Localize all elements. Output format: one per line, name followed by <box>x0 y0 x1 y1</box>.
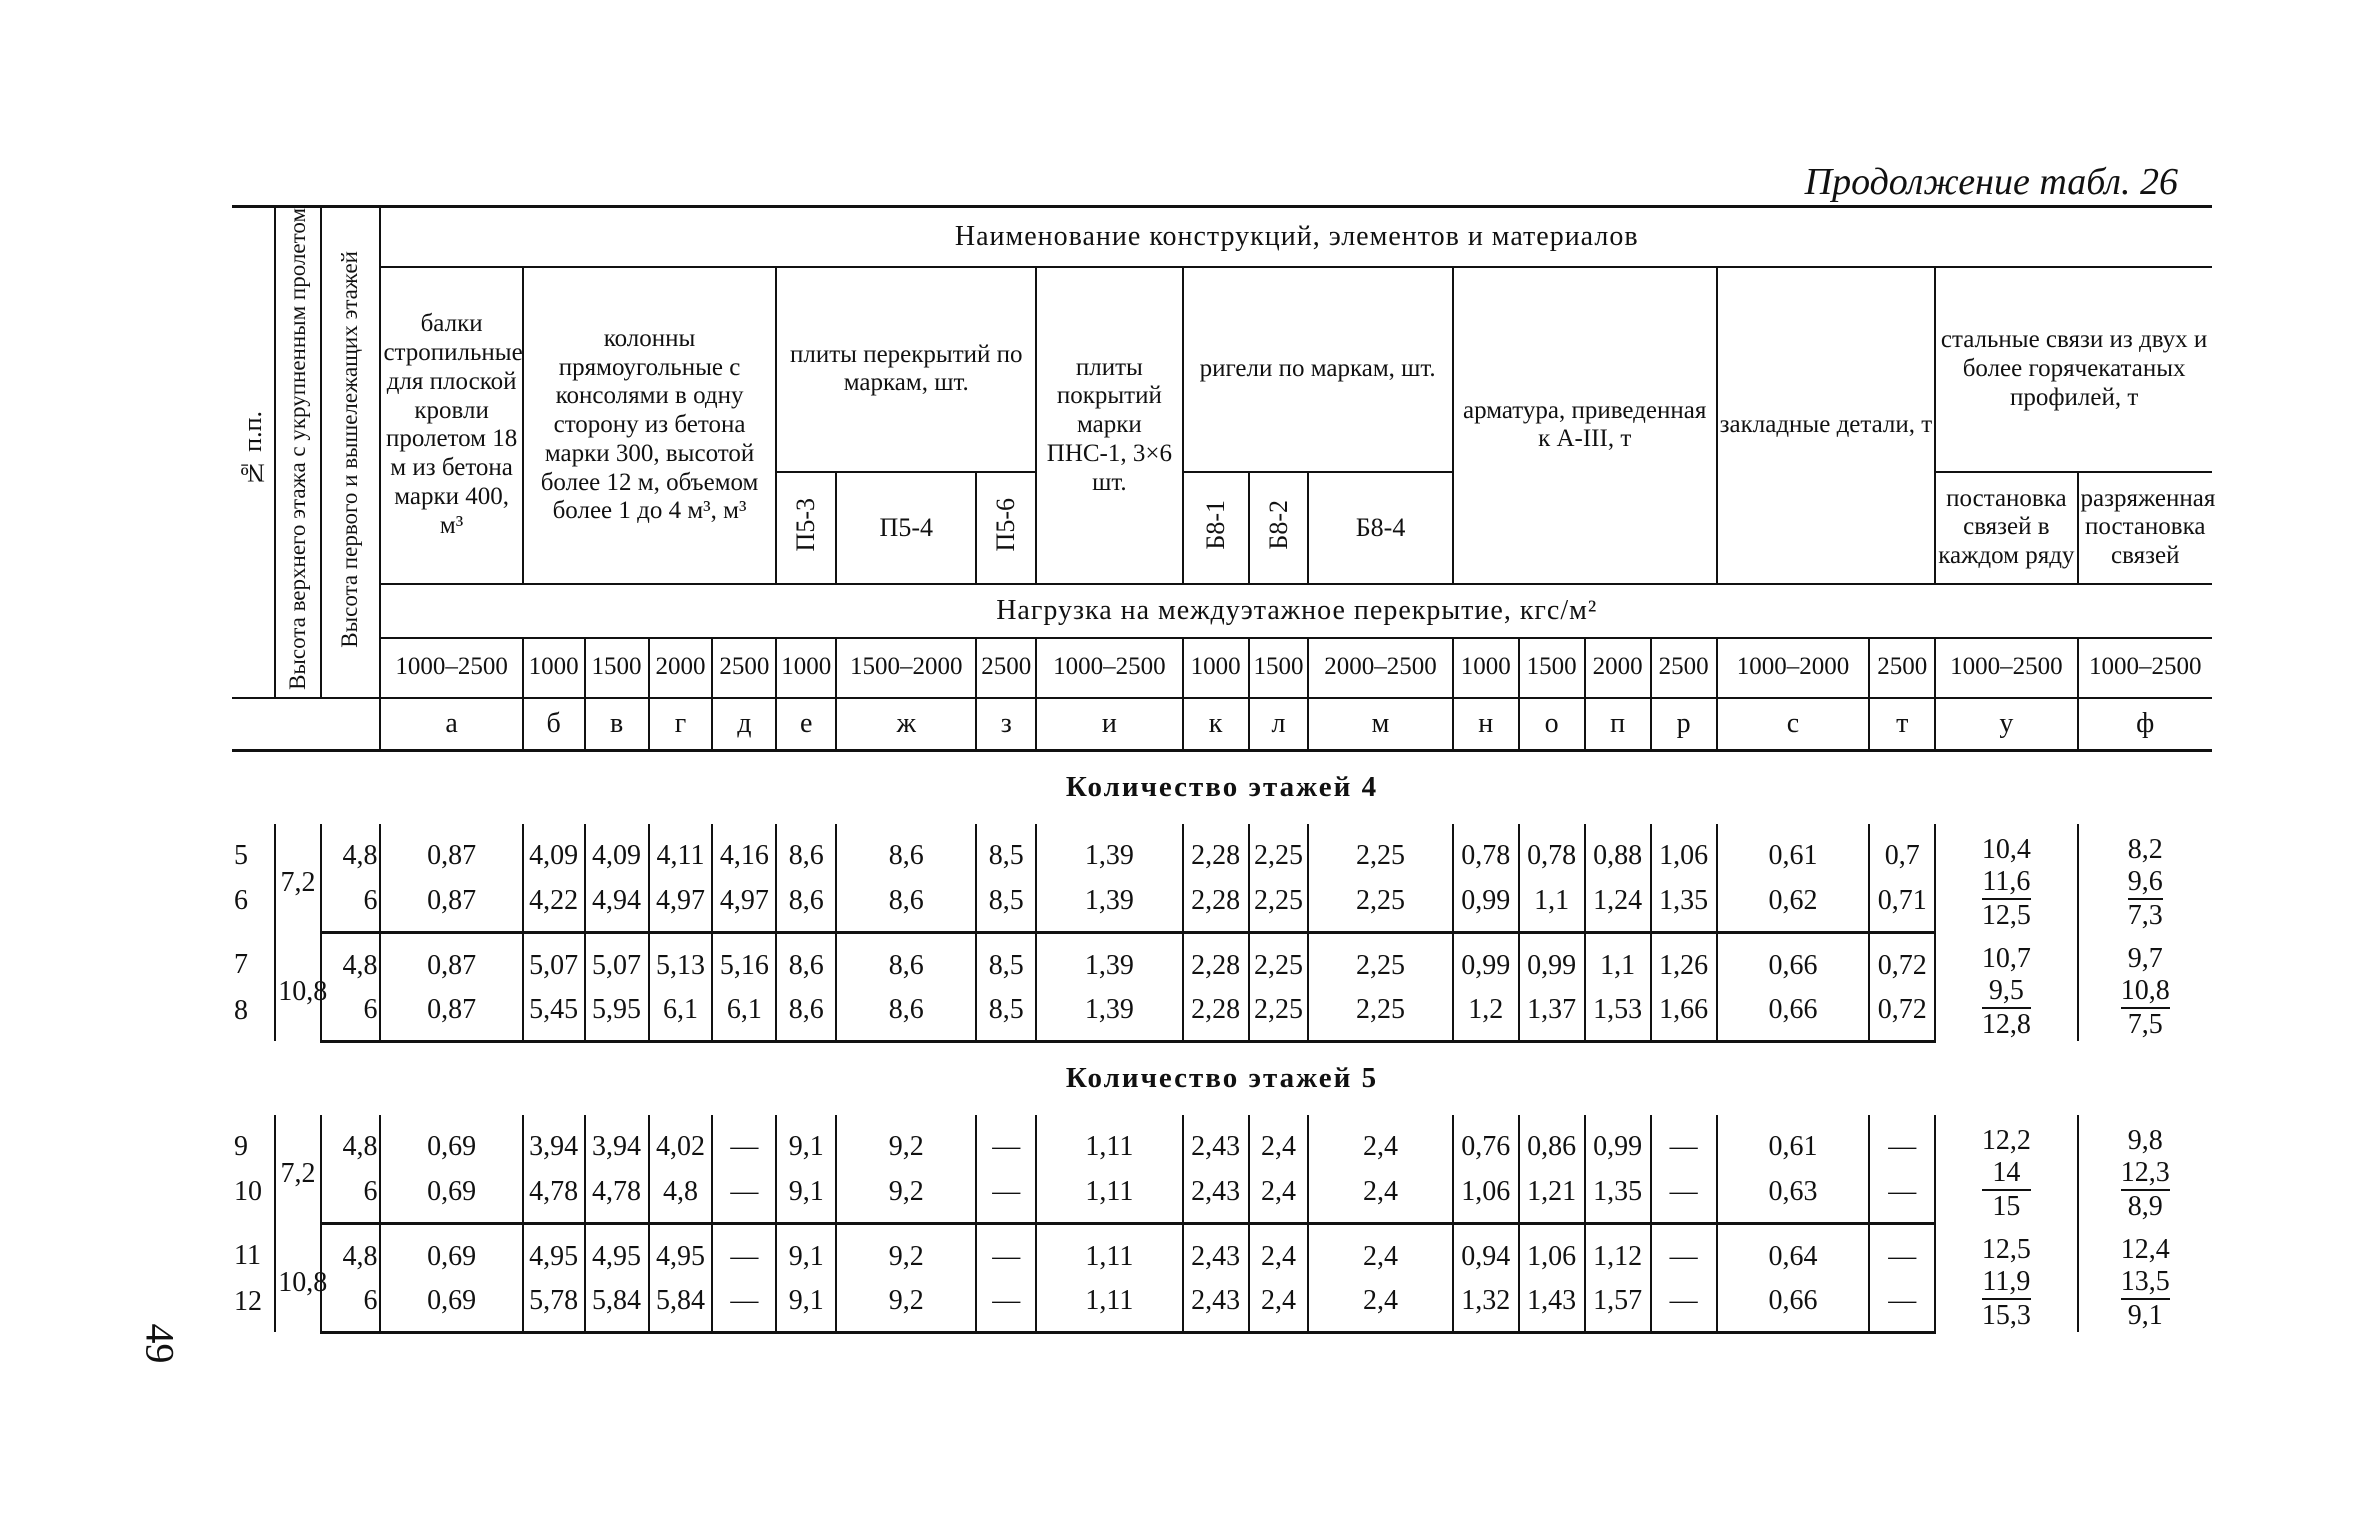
cell-value: 4,09 <box>585 824 649 879</box>
cell-value: — <box>712 1169 776 1223</box>
tie-value: 7,3 <box>2127 900 2163 932</box>
cell-value: — <box>1869 1115 1935 1170</box>
floor-height: 6 <box>321 878 381 932</box>
top-floor-height: 7,2 <box>275 824 320 933</box>
cell-value: 1,11 <box>1036 1115 1182 1170</box>
tie-value: 8,9 <box>2127 1191 2163 1223</box>
cell-value: 0,76 <box>1453 1115 1519 1170</box>
cell-value: 9,1 <box>776 1223 836 1279</box>
ties-each-row-values <box>1935 1115 2077 1224</box>
section-title-row <box>232 750 2212 824</box>
cell-value: 4,8 <box>649 1169 713 1223</box>
cell-value: — <box>976 1223 1036 1279</box>
cell-value: 2,25 <box>1249 824 1309 879</box>
cell-value: 8,6 <box>776 932 836 988</box>
cell-value: 2,25 <box>1308 932 1452 988</box>
cell-value: 3,94 <box>523 1115 585 1170</box>
row-number: 6 <box>234 885 248 917</box>
cell-value: 0,64 <box>1717 1223 1870 1279</box>
cell-value: 1,37 <box>1519 988 1585 1042</box>
cell-value: 4,95 <box>523 1223 585 1279</box>
cell-value: 1,26 <box>1651 932 1717 988</box>
data-table <box>232 205 2216 1334</box>
letter-f: ф <box>2078 698 2213 751</box>
header-top-floor-height: Высота верхнего этажа с укрупненным пролетом <box>275 207 320 698</box>
letter-a: а <box>380 698 522 751</box>
tie-value: 15,3 <box>1981 1300 2031 1332</box>
cell-value: 5,07 <box>523 932 585 988</box>
cell-value: 0,99 <box>1453 932 1519 988</box>
cell-value: — <box>976 1115 1036 1170</box>
cell-value: 0,69 <box>380 1223 522 1279</box>
section-title: Количество этажей 5 <box>1065 1062 1379 1095</box>
cell-value: 2,28 <box>1183 824 1249 879</box>
letter-s: с <box>1717 698 1870 751</box>
cell-value: 1,43 <box>1519 1279 1585 1333</box>
cell-value: 0,61 <box>1717 824 1870 879</box>
cell-value: 2,43 <box>1183 1169 1249 1223</box>
cell-value: 9,2 <box>836 1223 976 1279</box>
cell-value: 2,28 <box>1183 932 1249 988</box>
cell-value: 1,39 <box>1036 988 1182 1042</box>
cell-value: 0,88 <box>1585 824 1651 879</box>
header-b8-2: Б8-2 <box>1249 472 1309 584</box>
tie-value: 12,8 <box>1981 1008 2031 1040</box>
table-body <box>232 750 2212 1332</box>
cell-value: 1,66 <box>1651 988 1717 1042</box>
cell-value: 5,13 <box>649 932 713 988</box>
header-embedded: закладные детали, т <box>1717 267 1936 584</box>
cell-value: 0,87 <box>380 932 522 988</box>
page-number: 49 <box>137 1323 183 1364</box>
letter-v: в <box>585 698 649 751</box>
cell-value: 0,72 <box>1869 988 1935 1042</box>
cell-value: 4,09 <box>523 824 585 879</box>
table-header <box>232 207 2216 751</box>
load-d: 2500 <box>712 638 776 698</box>
header-lower-floor-height: Высота первого и вышележащих этажей <box>321 207 381 698</box>
cell-value: 2,25 <box>1249 932 1309 988</box>
cell-value: 2,4 <box>1308 1169 1452 1223</box>
cell-value: 1,39 <box>1036 932 1182 988</box>
cell-value: 9,2 <box>836 1279 976 1333</box>
header-p5-6: П5-6 <box>976 472 1036 584</box>
cell-value: 8,5 <box>976 932 1036 988</box>
cell-value: 1,11 <box>1036 1279 1182 1333</box>
load-t: 2500 <box>1869 638 1935 698</box>
table-row <box>232 1279 2212 1333</box>
cell-value: 8,6 <box>776 988 836 1042</box>
cell-value: 1,21 <box>1519 1169 1585 1223</box>
tie-value: 9,8 <box>2127 1124 2163 1156</box>
table-row <box>232 824 2212 879</box>
cell-value: 1,11 <box>1036 1223 1182 1279</box>
cell-value: 5,84 <box>585 1279 649 1333</box>
row-number: 5 <box>234 839 248 871</box>
cell-value: — <box>976 1169 1036 1223</box>
header-cover-slabs: плиты покрытий марки ПНС-1, 3×6 шт. <box>1036 267 1182 584</box>
cell-value: 4,16 <box>712 824 776 879</box>
header-p5-3: П5-3 <box>776 472 836 584</box>
load-n: 1000 <box>1453 638 1519 698</box>
load-e: 1000 <box>776 638 836 698</box>
floor-height: 6 <box>321 1279 381 1333</box>
cell-value: 9,2 <box>836 1115 976 1170</box>
cell-value: 0,87 <box>380 988 522 1042</box>
load-p: 2000 <box>1585 638 1651 698</box>
table-caption: Продолжение табл. 26 <box>1804 161 2178 203</box>
ties-sparse-values <box>2078 824 2213 933</box>
letter-l: л <box>1249 698 1309 751</box>
letter-b: б <box>523 698 585 751</box>
header-b8-4: Б8-4 <box>1308 472 1452 584</box>
cell-value: 6,1 <box>649 988 713 1042</box>
header-row-number: № п.п. <box>232 207 275 698</box>
cell-value: 4,22 <box>523 878 585 932</box>
ties-each-row-values <box>1935 824 2077 933</box>
cell-value: 2,4 <box>1308 1223 1452 1279</box>
load-f: 1000–2500 <box>2078 638 2213 698</box>
load-s: 1000–2000 <box>1717 638 1870 698</box>
cell-value: 0,61 <box>1717 1115 1870 1170</box>
cell-value: 9,1 <box>776 1279 836 1333</box>
header-load-title: Нагрузка на междуэтажное перекрытие, кгс/м² <box>380 584 2212 638</box>
cell-value: 2,28 <box>1183 988 1249 1042</box>
letter-zh: ж <box>836 698 976 751</box>
tie-value: 10,4 <box>1981 833 2031 865</box>
header-title: Наименование конструкций, элементов и материалов <box>380 207 2212 268</box>
cell-value: 2,4 <box>1308 1115 1452 1170</box>
ties-sparse-values <box>2078 932 2213 1041</box>
cell-value: 2,43 <box>1183 1115 1249 1170</box>
cell-value: 8,5 <box>976 824 1036 879</box>
cell-value: 2,4 <box>1308 1279 1452 1333</box>
tie-value: 9,7 <box>2127 942 2163 974</box>
header-b8-1: Б8-1 <box>1183 472 1249 584</box>
row-number: 12 <box>234 1285 262 1317</box>
cell-value: 5,84 <box>649 1279 713 1333</box>
cell-value: 2,25 <box>1308 824 1452 879</box>
tie-value: 7,5 <box>2127 1008 2163 1040</box>
cell-value: 4,94 <box>585 878 649 932</box>
cell-value: 1,24 <box>1585 878 1651 932</box>
tie-value: 9,6 <box>2128 866 2163 900</box>
cell-value: 8,6 <box>836 988 976 1042</box>
table-row <box>232 988 2212 1042</box>
cell-value: 2,28 <box>1183 878 1249 932</box>
letter-g: г <box>649 698 713 751</box>
cell-value: — <box>1869 1169 1935 1223</box>
row-number: 9 <box>234 1131 248 1163</box>
letter-m: м <box>1308 698 1452 751</box>
cell-value: 0,63 <box>1717 1169 1870 1223</box>
cell-value: — <box>1651 1279 1717 1333</box>
cell-value: — <box>712 1279 776 1333</box>
cell-value: 8,5 <box>976 878 1036 932</box>
cell-value: 0,66 <box>1717 1279 1870 1333</box>
cell-value: 1,12 <box>1585 1223 1651 1279</box>
cell-value: 1,32 <box>1453 1279 1519 1333</box>
cell-value: 4,11 <box>649 824 713 879</box>
letter-e: е <box>776 698 836 751</box>
letter-t: т <box>1869 698 1935 751</box>
ties-each-row-values <box>1935 1223 2077 1332</box>
cell-value: 0,66 <box>1717 932 1870 988</box>
cell-value: 0,99 <box>1453 878 1519 932</box>
cell-value: 4,95 <box>649 1223 713 1279</box>
cell-value: 4,97 <box>649 878 713 932</box>
letter-z: з <box>976 698 1036 751</box>
cell-value: 8,6 <box>776 878 836 932</box>
header-p5-4: П5-4 <box>836 472 976 584</box>
table-row <box>232 1169 2212 1223</box>
cell-value: 0,71 <box>1869 878 1935 932</box>
letter-n: н <box>1453 698 1519 751</box>
header-ties-sparse: разряженная постановка связей <box>2078 472 2213 584</box>
table-row <box>232 1115 2212 1170</box>
top-floor-height: 7,2 <box>275 1115 320 1224</box>
load-v: 1500 <box>585 638 649 698</box>
load-z: 2500 <box>976 638 1036 698</box>
cell-value: — <box>712 1115 776 1170</box>
cell-value: 9,1 <box>776 1115 836 1170</box>
floor-height: 4,8 <box>321 1115 381 1170</box>
cell-value: 2,4 <box>1249 1223 1309 1279</box>
cell-value: 4,78 <box>585 1169 649 1223</box>
cell-value: 2,25 <box>1249 878 1309 932</box>
tie-value: 12,5 <box>1981 900 2031 932</box>
cell-value: 1,06 <box>1651 824 1717 879</box>
cell-value: 4,97 <box>712 878 776 932</box>
cell-value: — <box>1869 1279 1935 1333</box>
cell-value: 2,25 <box>1308 878 1452 932</box>
row-number: 7 <box>234 949 248 981</box>
letter-i: и <box>1036 698 1182 751</box>
load-a: 1000–2500 <box>380 638 522 698</box>
cell-value: 4,78 <box>523 1169 585 1223</box>
cell-value: 9,1 <box>776 1169 836 1223</box>
ties-sparse-values <box>2078 1115 2213 1224</box>
cell-value: 1,11 <box>1036 1169 1182 1223</box>
cell-value: 5,07 <box>585 932 649 988</box>
load-b: 1000 <box>523 638 585 698</box>
cell-value: 0,69 <box>380 1279 522 1333</box>
cell-value: 0,72 <box>1869 932 1935 988</box>
load-u: 1000–2500 <box>1935 638 2077 698</box>
cell-value: 1,53 <box>1585 988 1651 1042</box>
tie-value: 10,7 <box>1981 942 2031 974</box>
cell-value: 5,78 <box>523 1279 585 1333</box>
cell-value: 0,7 <box>1869 824 1935 879</box>
tie-value: 12,2 <box>1981 1124 2031 1156</box>
cell-value: 8,6 <box>836 824 976 879</box>
row-number: 8 <box>234 994 248 1026</box>
letter-u: у <box>1935 698 2077 751</box>
cell-value: 0,99 <box>1585 1115 1651 1170</box>
letter-o: о <box>1519 698 1585 751</box>
letters-spacer <box>232 698 380 751</box>
tie-value: 12,5 <box>1981 1233 2031 1265</box>
cell-value: 0,78 <box>1453 824 1519 879</box>
tie-value: 14 <box>1982 1157 2031 1191</box>
cell-value: 0,87 <box>380 824 522 879</box>
cell-value: 2,4 <box>1249 1169 1309 1223</box>
cell-value: 0,78 <box>1519 824 1585 879</box>
row-number: 11 <box>234 1240 261 1272</box>
header-girders: ригели по маркам, шт. <box>1183 267 1453 472</box>
cell-value: — <box>1651 1115 1717 1170</box>
tie-value: 9,1 <box>2127 1300 2163 1332</box>
cell-value: 5,45 <box>523 988 585 1042</box>
tie-value: 15 <box>1992 1191 2021 1223</box>
table-row <box>232 1223 2212 1279</box>
cell-value: 0,62 <box>1717 878 1870 932</box>
load-zh: 1500–2000 <box>836 638 976 698</box>
cell-value: 6,1 <box>712 988 776 1042</box>
load-o: 1500 <box>1519 638 1585 698</box>
cell-value: 0,69 <box>380 1169 522 1223</box>
cell-value: 0,94 <box>1453 1223 1519 1279</box>
tie-value: 12,3 <box>2121 1157 2170 1191</box>
cell-value: 1,06 <box>1519 1223 1585 1279</box>
header-beams: балки стропильные для плоской кровли пролетом 18 м из бетона марки 400, м³ <box>380 267 522 584</box>
cell-value: 8,6 <box>776 824 836 879</box>
tie-value: 8,2 <box>2127 833 2163 865</box>
tie-value: 10,8 <box>2121 975 2170 1009</box>
load-m: 2000–2500 <box>1308 638 1452 698</box>
cell-value: 1,35 <box>1651 878 1717 932</box>
cell-value: 1,39 <box>1036 878 1182 932</box>
cell-value: — <box>976 1279 1036 1333</box>
cell-value: 1,1 <box>1585 932 1651 988</box>
top-floor-height: 10,8 <box>275 932 320 1041</box>
cell-value: 0,87 <box>380 878 522 932</box>
cell-value: 2,43 <box>1183 1279 1249 1333</box>
cell-value: 8,5 <box>976 988 1036 1042</box>
cell-value: 2,4 <box>1249 1115 1309 1170</box>
section-title-row <box>232 1041 2212 1115</box>
top-floor-height: 10,8 <box>275 1223 320 1332</box>
cell-value: 8,6 <box>836 878 976 932</box>
letter-k: к <box>1183 698 1249 751</box>
cell-value: 4,95 <box>585 1223 649 1279</box>
cell-value: 9,2 <box>836 1169 976 1223</box>
header-columns: колонны прямоугольные с консолями в одну сторону из бетона марки 300, высотой более 12 м, объемом более 1 до 4 м³, м³ <box>523 267 777 584</box>
letter-r: р <box>1651 698 1717 751</box>
cell-value: 2,43 <box>1183 1223 1249 1279</box>
load-g: 2000 <box>649 638 713 698</box>
cell-value: 1,39 <box>1036 824 1182 879</box>
cell-value: 0,86 <box>1519 1115 1585 1170</box>
cell-value: 1,35 <box>1585 1169 1651 1223</box>
load-k: 1000 <box>1183 638 1249 698</box>
cell-value: 2,4 <box>1249 1279 1309 1333</box>
tie-value: 11,6 <box>1982 866 2031 900</box>
cell-value: 4,02 <box>649 1115 713 1170</box>
ties-sparse-values <box>2078 1223 2213 1332</box>
floor-height: 6 <box>321 1169 381 1223</box>
cell-value: 1,1 <box>1519 878 1585 932</box>
letter-p: п <box>1585 698 1651 751</box>
tie-value: 9,5 <box>1982 975 2031 1009</box>
header-rebar: арматура, приведенная к А-III, т <box>1453 267 1717 584</box>
cell-value: 1,57 <box>1585 1279 1651 1333</box>
cell-value: 1,06 <box>1453 1169 1519 1223</box>
letter-d: д <box>712 698 776 751</box>
floor-height: 4,8 <box>321 824 381 879</box>
cell-value: 2,25 <box>1308 988 1452 1042</box>
cell-value: 3,94 <box>585 1115 649 1170</box>
table-row <box>232 932 2212 988</box>
section-title: Количество этажей 4 <box>1065 771 1379 804</box>
table-container <box>232 205 2216 1334</box>
cell-value: 8,6 <box>836 932 976 988</box>
tie-value: 13,5 <box>2121 1266 2170 1300</box>
tie-value: 12,4 <box>2120 1233 2170 1265</box>
cell-value: — <box>1651 1223 1717 1279</box>
cell-value: — <box>712 1223 776 1279</box>
table-row <box>232 878 2212 932</box>
floor-height: 4,8 <box>321 1223 381 1279</box>
ties-each-row-values <box>1935 932 2077 1041</box>
cell-value: 0,99 <box>1519 932 1585 988</box>
cell-value: 5,16 <box>712 932 776 988</box>
tie-value: 11,9 <box>1982 1266 2031 1300</box>
floor-height: 4,8 <box>321 932 381 988</box>
cell-value: 0,66 <box>1717 988 1870 1042</box>
cell-value: 5,95 <box>585 988 649 1042</box>
header-steel-ties: стальные связи из двух и более горячекатаных профилей, т <box>1935 267 2212 472</box>
load-l: 1500 <box>1249 638 1309 698</box>
cell-value: — <box>1869 1223 1935 1279</box>
cell-value: 0,69 <box>380 1115 522 1170</box>
header-slabs: плиты перекрытий по маркам, шт. <box>776 267 1036 472</box>
cell-value: — <box>1651 1169 1717 1223</box>
floor-height: 6 <box>321 988 381 1042</box>
cell-value: 1,2 <box>1453 988 1519 1042</box>
load-i: 1000–2500 <box>1036 638 1182 698</box>
cell-value: 2,25 <box>1249 988 1309 1042</box>
row-number: 10 <box>234 1176 262 1208</box>
header-ties-each-row: постановка связей в каждом ряду <box>1935 472 2077 584</box>
load-r: 2500 <box>1651 638 1717 698</box>
